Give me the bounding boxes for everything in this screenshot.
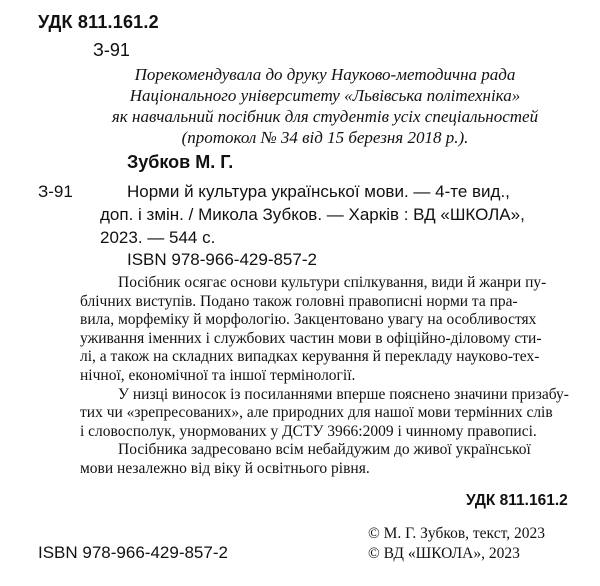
copyright-line: © ВД «ШКОЛА», 2023 <box>368 545 520 562</box>
udk-code-bottom: УДК 811.161.2 <box>466 492 568 509</box>
approval-line: (протокол № 34 від 15 березня 2018 р.). <box>181 128 469 147</box>
annotation-line: Посібника задресовано всім небайдужим до живої української <box>118 441 531 459</box>
author-mark: З-91 <box>38 182 73 201</box>
isbn-main: ISBN 978-966-429-857-2 <box>127 250 317 269</box>
annotation-line: уживання іменних і службових частин мови в офіційно-діловому сти- <box>80 329 542 347</box>
annotation-line: вила, морфеміку й морфологію. Закцентовано увагу на особливостях <box>80 311 537 329</box>
annotation-line: і словосполук, унормованих у ДСТУ 3966:2009 і чинному правописі. <box>80 422 537 440</box>
annotation-line: лі, а також на складних випадках керування й перекладу науково-тех- <box>80 348 540 366</box>
udk-code-top: УДК 811.161.2 <box>38 12 159 32</box>
approval-line: Національного університету «Львівська політехніка» <box>129 86 521 105</box>
annotation-line: мови незалежно від віку й освітнього рівня. <box>80 459 370 477</box>
approval-note <box>90 64 560 148</box>
copyright-block <box>368 524 545 564</box>
copyright-line: © М. Г. Зубков, текст, 2023 <box>368 525 545 542</box>
biblio-line: 2023. — 544 с. <box>100 228 216 247</box>
bibliographic-description <box>100 180 578 249</box>
annotation-line: тих чи «зрепресованих», але природних для нашої мови термінних слів <box>80 404 553 422</box>
annotation <box>80 274 580 479</box>
approval-line: Порекомендувала до друку Науково-методична рада <box>134 65 516 84</box>
annotation-line: блічних виступів. Подано також головні правописні норми та пра- <box>80 292 518 310</box>
author-name: Зубков М. Г. <box>127 152 234 172</box>
isbn-bottom: ISBN 978-966-429-857-2 <box>38 543 228 562</box>
biblio-line: Норми й культура української мови. — 4-те вид., <box>127 182 510 201</box>
annotation-line: У низці виносок із посиланнями вперше пояснено значини призабу- <box>118 385 569 403</box>
approval-line: як навчальний посібник для студентів усіх спеціальностей <box>111 107 539 126</box>
annotation-line: Посібник осягає основи культури спілкування, види й жанри пу- <box>118 274 547 291</box>
author-mark-top: З-91 <box>93 40 130 60</box>
annotation-line: нічної, економічної та іншої термінології. <box>80 366 356 384</box>
biblio-line: доп. і змін. / Микола Зубков. — Харків : ВД «ШКОЛА», <box>100 205 525 224</box>
